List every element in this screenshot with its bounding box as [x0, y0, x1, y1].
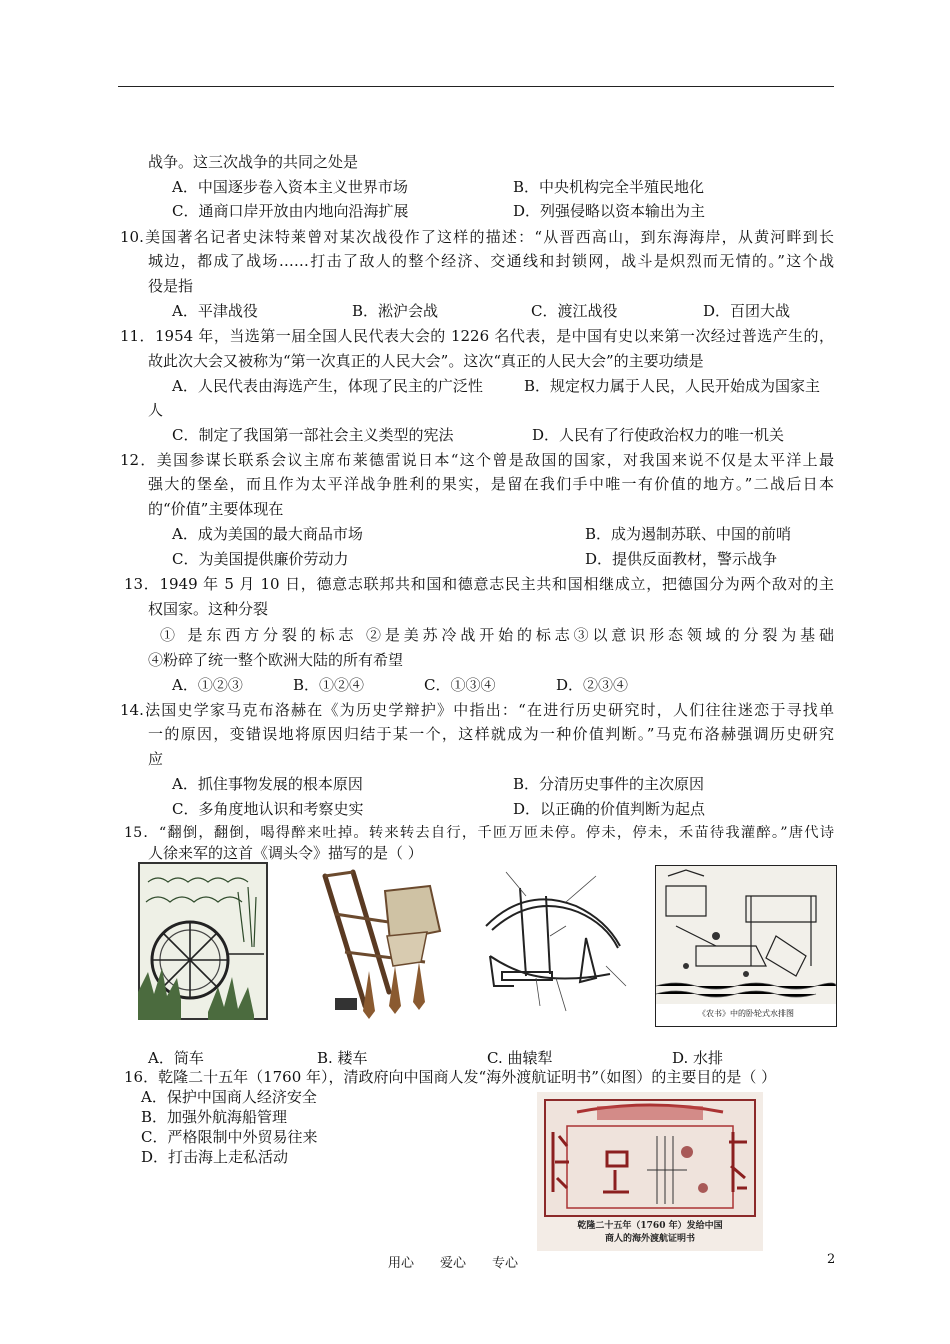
water-wheel-illustration — [138, 862, 268, 1020]
question-11-line2: 故此次大会又被称为“第一次真正的人民大会”。这次“真正的人民大会”的主要功绩是 — [148, 352, 704, 370]
option-d: D．打击海上走私活动 — [141, 1148, 289, 1166]
question-14-line3: 应 — [148, 750, 164, 768]
option-c: C．多角度地认识和考察史实 — [172, 800, 364, 818]
question-13-line2: 权国家。这种分裂 — [148, 600, 269, 618]
option-a: A．成为美国的最大商品市场 — [172, 525, 363, 543]
question-13-statements: ① 是东西方分裂的标志 ②是美苏冷战开始的标志③以意识形态领域的分裂为基础 — [160, 626, 834, 644]
option-d: D．人民有了行使政治权力的唯一机关 — [532, 426, 785, 444]
option-c: C．渡江战役 — [531, 302, 618, 320]
option-d: D．提供反面教材，警示战争 — [585, 550, 778, 568]
option-d: D. 水排 — [672, 1049, 724, 1067]
option-a: A．中国逐步卷入资本主义世界市场 — [172, 178, 408, 196]
question-13-statement-4: ④粉碎了统一整个欧洲大陆的所有希望 — [148, 651, 404, 669]
question-10-line3: 役是指 — [148, 277, 194, 295]
certificate-caption-line1: 乾隆二十五年（1760 年）发给中国 — [577, 1221, 723, 1231]
question-15-line1: 15．“翻倒，翻倒，喝得醉来吐掉。转来转去自行，千匝万匝未停。停未，停未，禾苗待我灌醉。”唐代诗 — [124, 825, 834, 841]
question-12-line2: 强大的堡垒，而且作为太平洋战争胜利的果实，是留在我们手中唯一有价值的地方。”二战后日本 — [148, 475, 834, 493]
option-c: C．为美国提供廉价劳动力 — [172, 550, 349, 568]
certificate-caption-line2: 商人的海外渡航证明书 — [604, 1234, 695, 1244]
option-b: B. 耧车 — [317, 1049, 368, 1067]
question-16-line1: 16．乾隆二十五年（1760 年），清政府向中国商人发“海外渡航证明书”（如图）的主要目的是（ ） — [124, 1068, 777, 1086]
option-a: A．保护中国商人经济安全 — [141, 1088, 317, 1106]
water-bellows-caption: 《农书》中的卧轮式水排图 — [698, 1009, 794, 1018]
option-b: B．规定权力属于人民，人民开始成为国家主 — [524, 377, 821, 395]
question-15-line2: 人徐来军的这首《调头令》描写的是（ ） — [148, 844, 423, 862]
navigation-certificate-image — [537, 1092, 763, 1251]
page-number: 2 — [827, 1252, 836, 1267]
option-a: A．抓住事物发展的根本原因 — [172, 775, 363, 793]
water-bellows-illustration — [655, 865, 837, 1027]
question-14-line1: 14.法国史学家马克布洛赫在《为历史学辩护》中指出：“在进行历史研究时，人们往往迷恋于寻找单 — [120, 701, 834, 719]
question-10-line1: 10.美国著名记者史沫特莱曾对某次战役作了这样的描述：“从晋西高山，到东海海岸，从黄河畔到长 — [120, 228, 834, 246]
option-b: B．加强外航海船管理 — [141, 1108, 288, 1126]
option-c: C．严格限制中外贸易往来 — [141, 1128, 318, 1146]
option-d: D．②③④ — [556, 676, 629, 694]
question-13-line1: 13．1949 年 5 月 10 日，德意志联邦共和国和德意志民主共和国相继成立，把德国分为两个敌对的主 — [124, 575, 834, 593]
question-14-line2: 一的原因，变错误地将原因归结于某一个，这样就成为一种价值判断。”马克布洛赫强调历史研究 — [148, 725, 834, 743]
certificate-caption — [537, 1220, 763, 1246]
option-d: D．百团大战 — [703, 302, 791, 320]
option-d: D．列强侵略以资本输出为主 — [513, 202, 706, 220]
option-b-wrap: 人 — [148, 401, 164, 419]
option-b: B．中央机构完全半殖民地化 — [513, 178, 705, 196]
option-b: B．成为遏制苏联、中国的前哨 — [585, 525, 792, 543]
option-a: A．人民代表由海选产生，体现了民主的广泛性 — [172, 377, 483, 395]
question-12-line3: 的“价值”主要体现在 — [148, 500, 284, 518]
question-12-line1: 12．美国参谋长联系会议主席布莱德雷说日本“这个曾是敌国的国家，对我国来说不仅是太平洋上最 — [120, 451, 834, 469]
option-a: A．筒车 — [148, 1049, 204, 1067]
option-c: C．①③④ — [424, 676, 496, 694]
option-b: B．淞沪会战 — [352, 302, 439, 320]
question-10-line2: 城边，都成了战场……打击了敌人的整个经济、交通线和封锁网，战斗是炽烈而无情的。”这个战 — [148, 252, 834, 270]
option-d: D．以正确的价值判断为起点 — [513, 800, 706, 818]
option-b: B．①②④ — [293, 676, 365, 694]
footer-motto: 用心 爱心 专心 — [388, 1256, 519, 1271]
option-c: C．通商口岸开放由内地向沿海扩展 — [172, 202, 409, 220]
curved-plow-diagram — [466, 866, 634, 1020]
option-b: B．分清历史事件的主次原因 — [513, 775, 705, 793]
option-c: C．制定了我国第一部社会主义类型的宪法 — [172, 426, 454, 444]
seed-drill-illustration — [305, 866, 445, 1024]
option-a: A．①②③ — [172, 676, 243, 694]
header-rule — [118, 86, 834, 87]
option-c: C. 曲辕犁 — [487, 1049, 553, 1067]
text-line: 战争。这三次战争的共同之处是 — [148, 153, 359, 171]
option-a: A．平津战役 — [172, 302, 258, 320]
question-11-line1: 11．1954 年，当选第一届全国人民代表大会的 1226 名代表，是中国有史以来第一次经过普选产生的， — [120, 327, 834, 345]
